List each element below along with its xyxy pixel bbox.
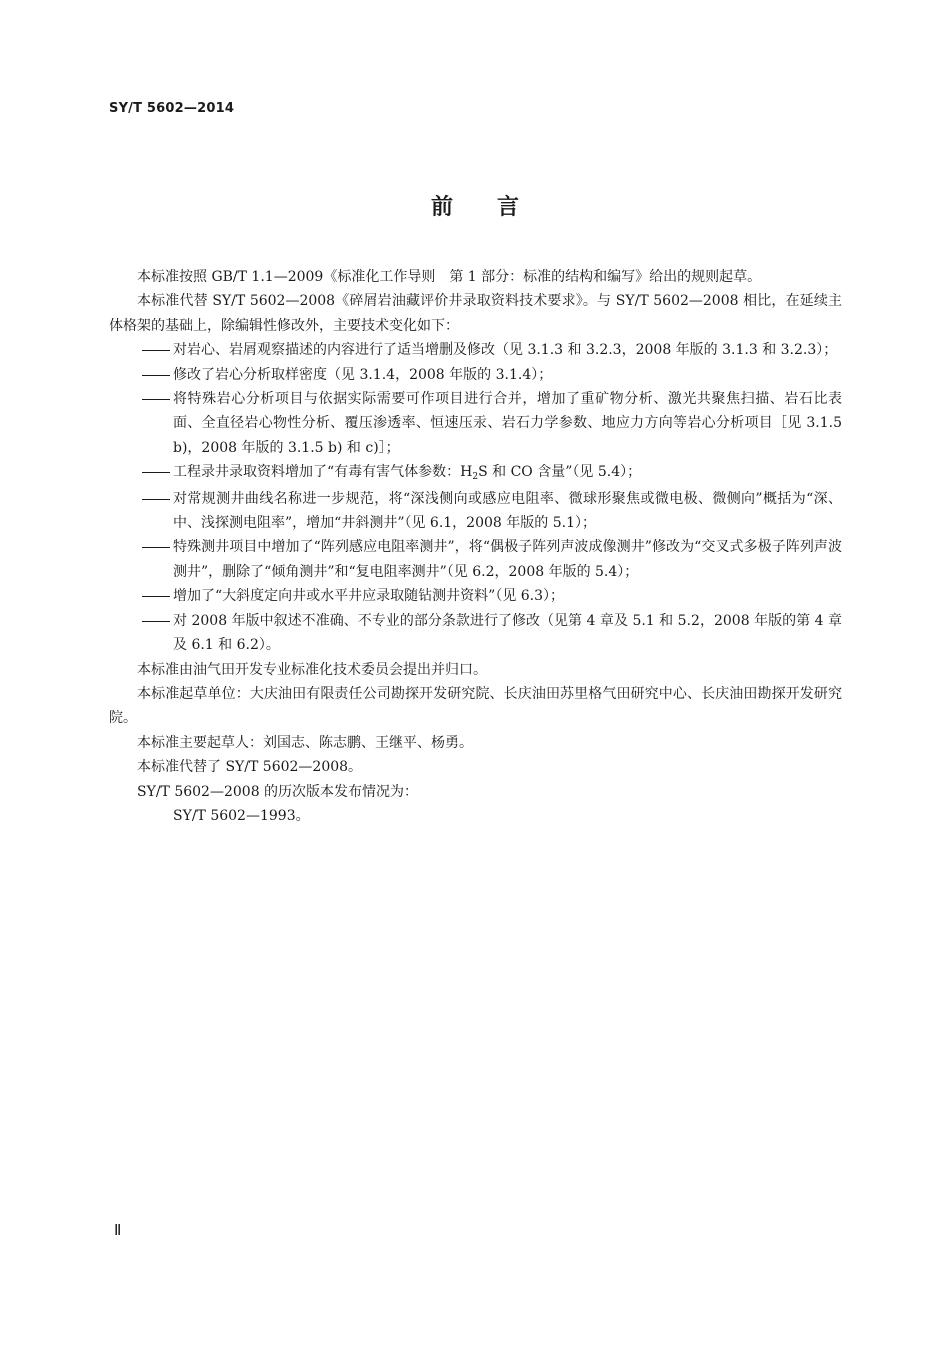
change-item bbox=[109, 387, 842, 460]
change-item bbox=[109, 338, 842, 362]
paragraph-supersedes: 本标准代替了 SY/T 5602—2008。 bbox=[137, 759, 363, 776]
standard-code-header: SY/T 5602—2014 bbox=[109, 101, 235, 116]
change-item-text: S 和 CO 含量”（见 5.4）； bbox=[478, 464, 642, 481]
change-item bbox=[109, 609, 842, 658]
paragraph-replacement: 本标准代替 SY/T 5602—2008《碎屑岩油藏评价井录取资料技术要求》。与 SY/T 5602—2008 相比，在延续主体格架的基础上，除编辑性修改外，主要技术变化如下： bbox=[109, 293, 842, 334]
change-item bbox=[109, 584, 842, 608]
paragraph-history-version: SY/T 5602—1993。 bbox=[173, 807, 310, 824]
page-title: 前言 bbox=[430, 194, 563, 220]
change-item-text: 对 2008 年版中叙述不准确、不专业的部分条款进行了修改（见第 4 章及 5.1 和 5.2，2008 年版的第 4 章及 6.1 和 6.2）。 bbox=[173, 612, 842, 654]
change-item-text: 增加了“大斜度定向井或水平井应录取随钻测井资料”（见 6.3）； bbox=[173, 588, 565, 605]
subscript: 2 bbox=[472, 472, 479, 483]
paragraph-drafting-rules: 本标准按照 GB/T 1.1—2009《标准化工作导则 第 1 部分：标准的结构和编写》给出的规则起草。 bbox=[137, 269, 762, 285]
change-item-text: 对常规测井曲线名称进一步规范，将“深浅侧向或感应电阻率、微球形聚焦或微电极、微侧向”概括为“深、中、浅探测电阻率”，增加“井斜测井”（见 6.1，2008 年版的 5.1）； bbox=[173, 490, 842, 532]
change-item bbox=[109, 535, 842, 584]
change-item-text: 工程录井录取资料增加了“有毒有害气体参数：H bbox=[173, 464, 473, 481]
paragraph-committee: 本标准由油气田开发专业标准化技术委员会提出并归口。 bbox=[137, 661, 487, 678]
page-number: Ⅱ bbox=[114, 1223, 122, 1239]
foreword-body bbox=[109, 265, 842, 828]
change-item-text: 将特殊岩心分析项目与依据实际需要可作项目进行合并，增加了重矿物分析、激光共聚焦扫描、岩石比表面、全直径岩心物性分析、覆压渗透率、恒速压汞、岩石力学参数、地应力方向等岩心分析项目［见 3.1.5 b)，2008 年版的 3.1.5 b) 和 c)］； bbox=[173, 391, 842, 456]
change-item-text: 对岩心、岩屑观察描述的内容进行了适当增删及修改（见 3.1.3 和 3.2.3，2008 年版的 3.1.3 和 3.2.3）； bbox=[173, 342, 838, 359]
paragraph-drafters: 本标准主要起草人：刘国志、陈志鹏、王继平、杨勇。 bbox=[137, 734, 473, 751]
change-item-text: 特殊测井项目中增加了“阵列感应电阻率测井”，将“偶极子阵列声波成像测井”修改为“交叉式多极子阵列声波测井”，删除了“倾角测井”和“复电阻率测井”（见 6.2，2008 年版的 5.4）； bbox=[173, 539, 842, 580]
change-item-text: 修改了岩心分析取样密度（见 3.1.4，2008 年版的 3.1.4）； bbox=[173, 366, 553, 383]
paragraph-drafting-units: 本标准起草单位：大庆油田有限责任公司勘探开发研究院、长庆油田苏里格气田研究中心、长庆油田勘探开发研究院。 bbox=[109, 685, 842, 727]
change-item bbox=[109, 363, 842, 387]
change-item bbox=[109, 487, 842, 536]
change-item bbox=[109, 460, 842, 486]
paragraph-history: SY/T 5602—2008 的历次版本发布情况为： bbox=[137, 783, 419, 800]
